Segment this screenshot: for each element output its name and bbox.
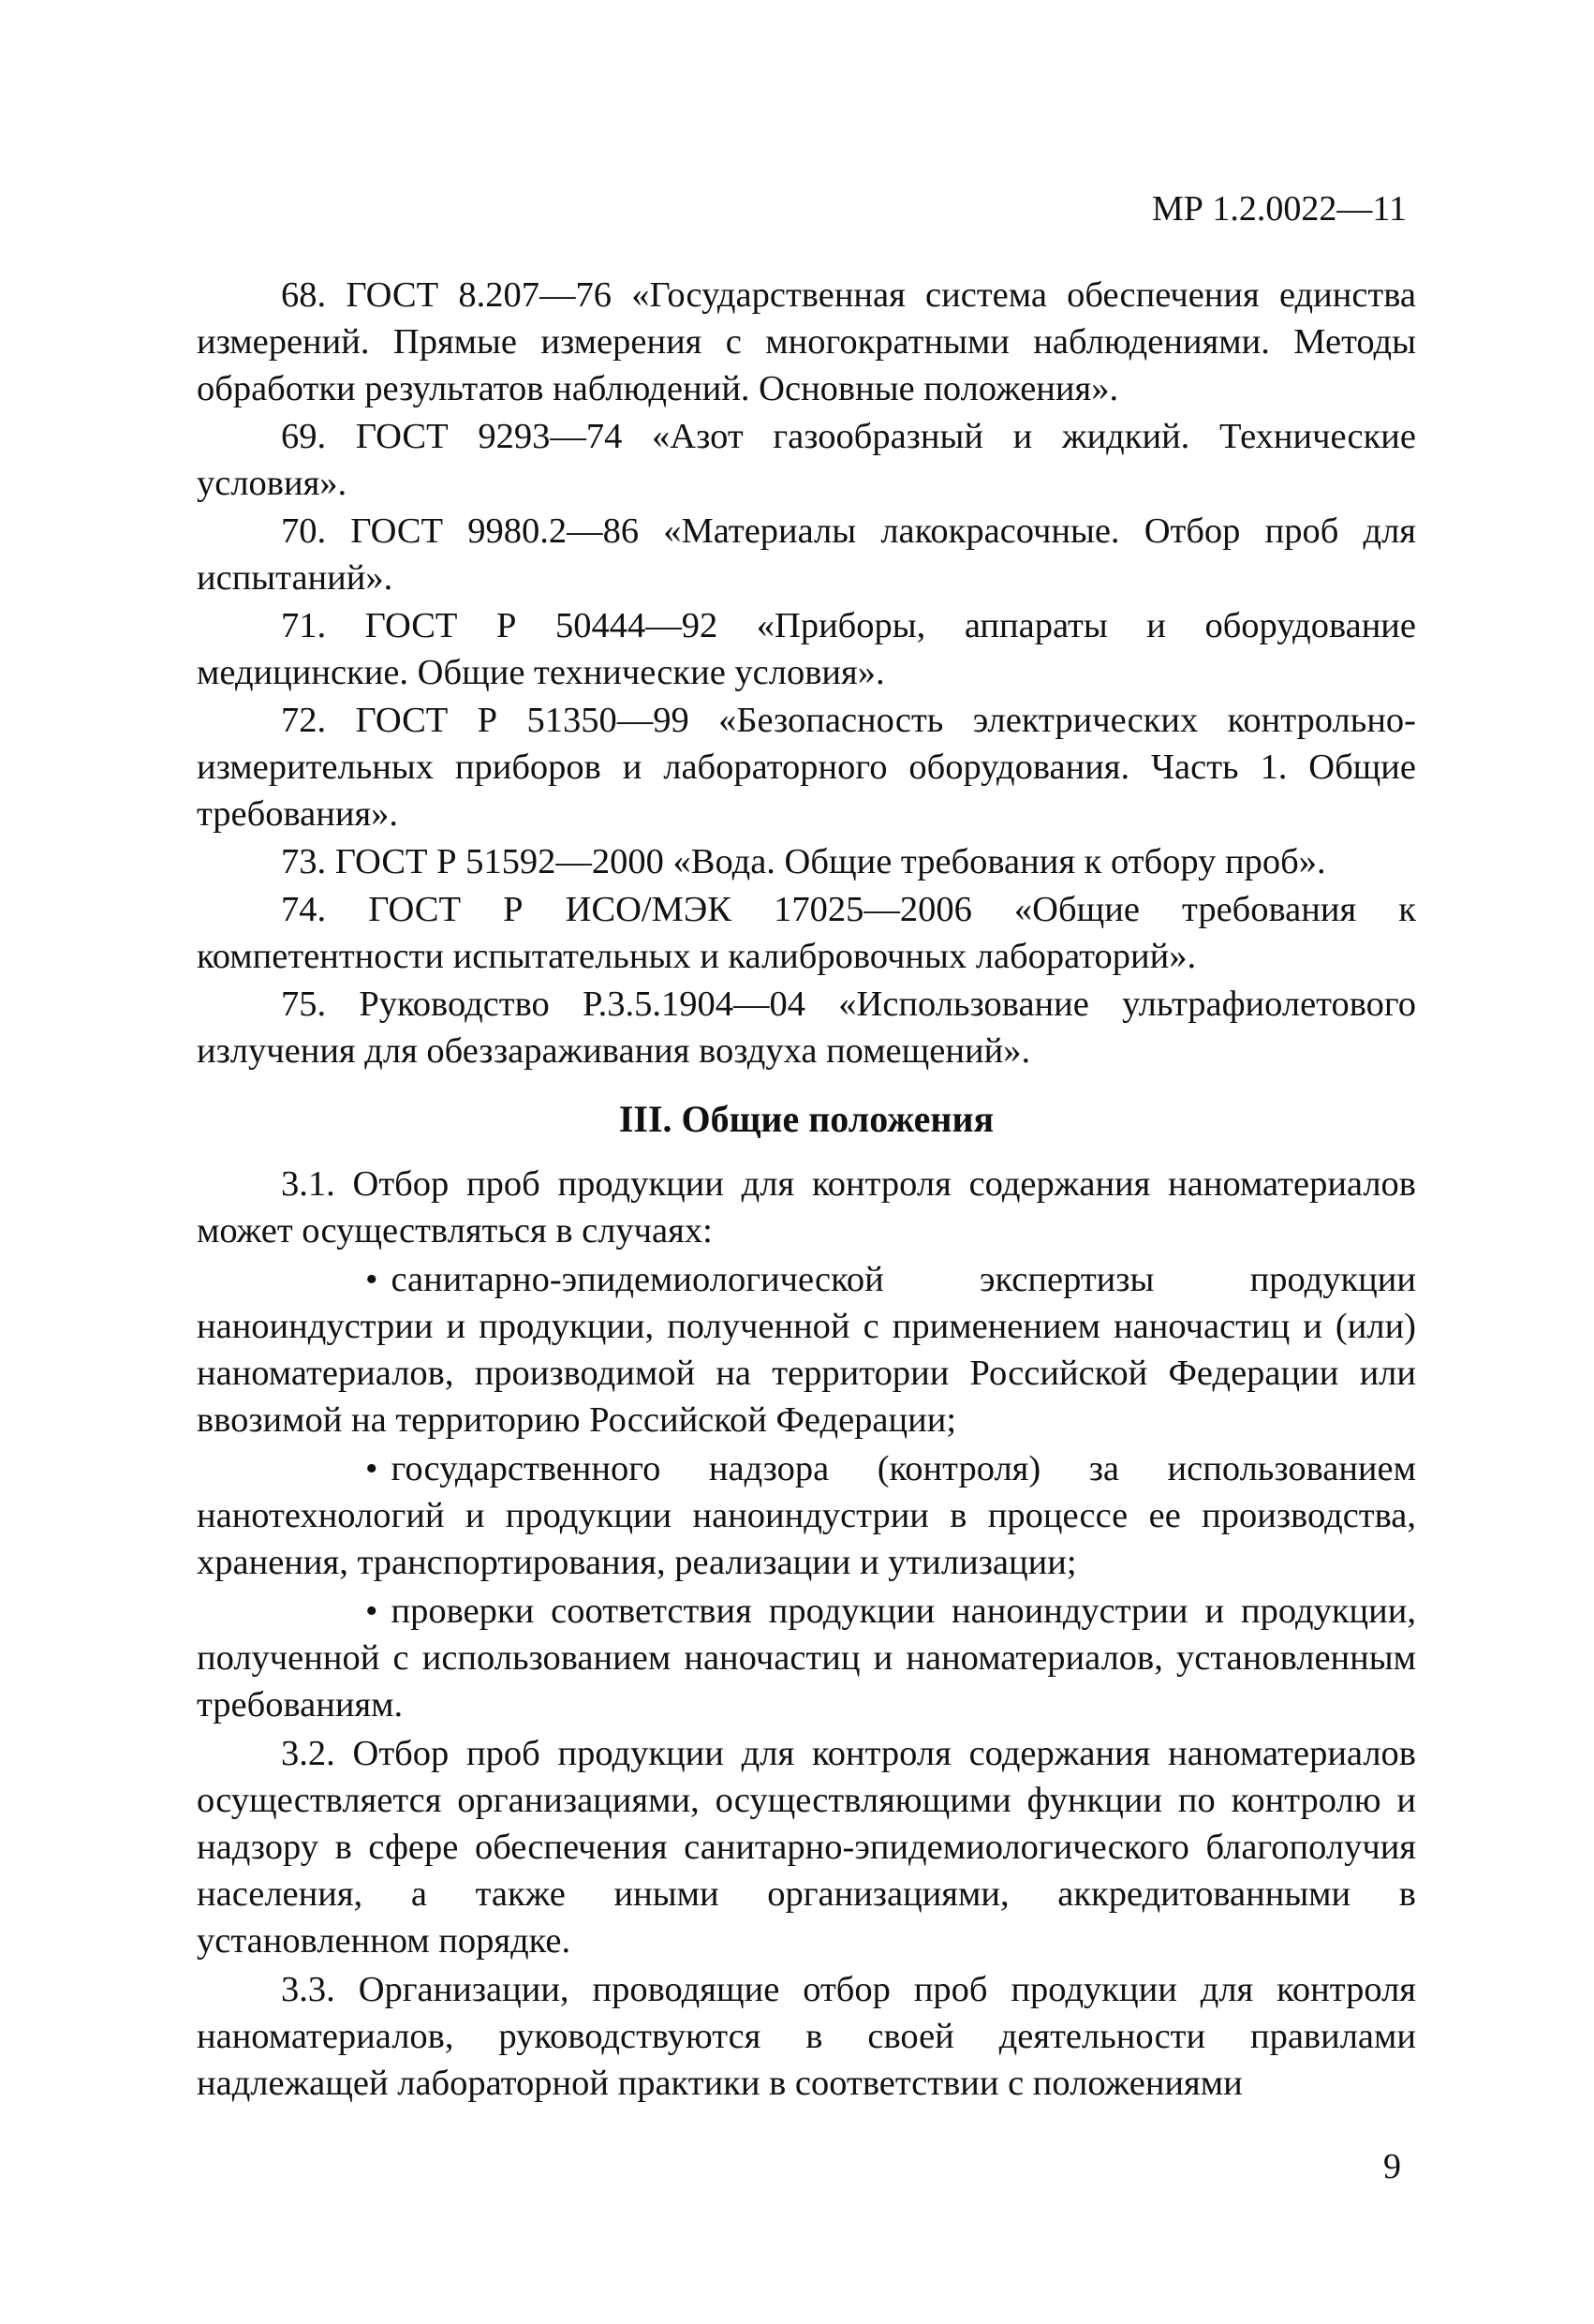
reference-item-74: 74. ГОСТ Р ИСО/МЭК 17025—2006 «Общие требования к компетентности испытательных и калибровочных лабораторий». [197, 890, 1416, 976]
section-heading: III. Общие положения [618, 1098, 995, 1140]
reference-list [197, 272, 1416, 1074]
paragraph-3-3: 3.3. Организации, проводящие отбор проб продукции для контроля наноматериалов, руководствуются в своей деятельности правилами надлежащей лабораторной практики в соответствии с положениями [197, 1970, 1416, 2103]
reference-item-71: 71. ГОСТ Р 50444—92 «Приборы, аппараты и оборудование медицинские. Общие технические условия». [197, 606, 1416, 692]
reference-item-72: 72. ГОСТ Р 51350—99 «Безопасность электрических контрольно-измерительных приборов и лабораторного оборудования. Часть 1. Общие требования». [197, 701, 1416, 834]
bullet-item [197, 1588, 1416, 1728]
document-code: МР 1.2.0022—11 [1151, 189, 1407, 229]
bullet-text: государственного надзора (контроля) за использованием нанотехнологий и продукции наноиндустрии в процессе ее производства, хранения, транспортирования, реализации и утилизации; [197, 1449, 1416, 1582]
reference-item-73: 73. ГОСТ Р 51592—2000 «Вода. Общие требования к отбору проб». [281, 842, 1326, 881]
bullet-text: проверки соответствия продукции наноиндустрии и продукции, полученной с использованием наночастиц и наноматериалов, установленным требованиям. [197, 1591, 1416, 1724]
reference-item-75: 75. Руководство Р.3.5.1904—04 «Использование ультрафиолетового излучения для обеззараживания воздуха помещений». [197, 984, 1416, 1071]
reference-item-69: 69. ГОСТ 9293—74 «Азот газообразный и жидкий. Технические условия». [197, 417, 1416, 503]
paragraph-3-1: 3.1. Отбор проб продукции для контроля содержания наноматериалов может осуществляться в случаях: [197, 1164, 1416, 1251]
document-body [197, 272, 1416, 2109]
bullet-list [197, 1256, 1416, 1728]
reference-item-68: 68. ГОСТ 8.207—76 «Государственная система обеспечения единства измерений. Прямые измерения с многократными наблюдениями. Методы обработки результатов наблюдений. Основные положения». [197, 275, 1416, 408]
bullet-item [197, 1256, 1416, 1443]
reference-item-70: 70. ГОСТ 9980.2—86 «Материалы лакокрасочные. Отбор проб для испытаний». [197, 511, 1416, 598]
page-number: 9 [1383, 2147, 1401, 2186]
bullet-icon: • [365, 1591, 378, 1631]
bullet-text: санитарно-эпидемиологической экспертизы продукции наноиндустрии и продукции, полученной с применением наночастиц и (или) наноматериалов, производимой на территории Российской Федерации или ввозимой на территорию Российской Федерации; [197, 1260, 1416, 1440]
bullet-icon: • [365, 1449, 378, 1488]
bullet-icon: • [365, 1260, 378, 1299]
bullet-item [197, 1445, 1416, 1586]
paragraph-3-2: 3.2. Отбор проб продукции для контроля содержания наноматериалов осуществляется организациями, осуществляющими функции по контролю и надзору в сфере обеспечения санитарно-эпидемиологического благополучия населения, а также иными организациями, аккредитованными в установленном порядке. [197, 1734, 1416, 1961]
